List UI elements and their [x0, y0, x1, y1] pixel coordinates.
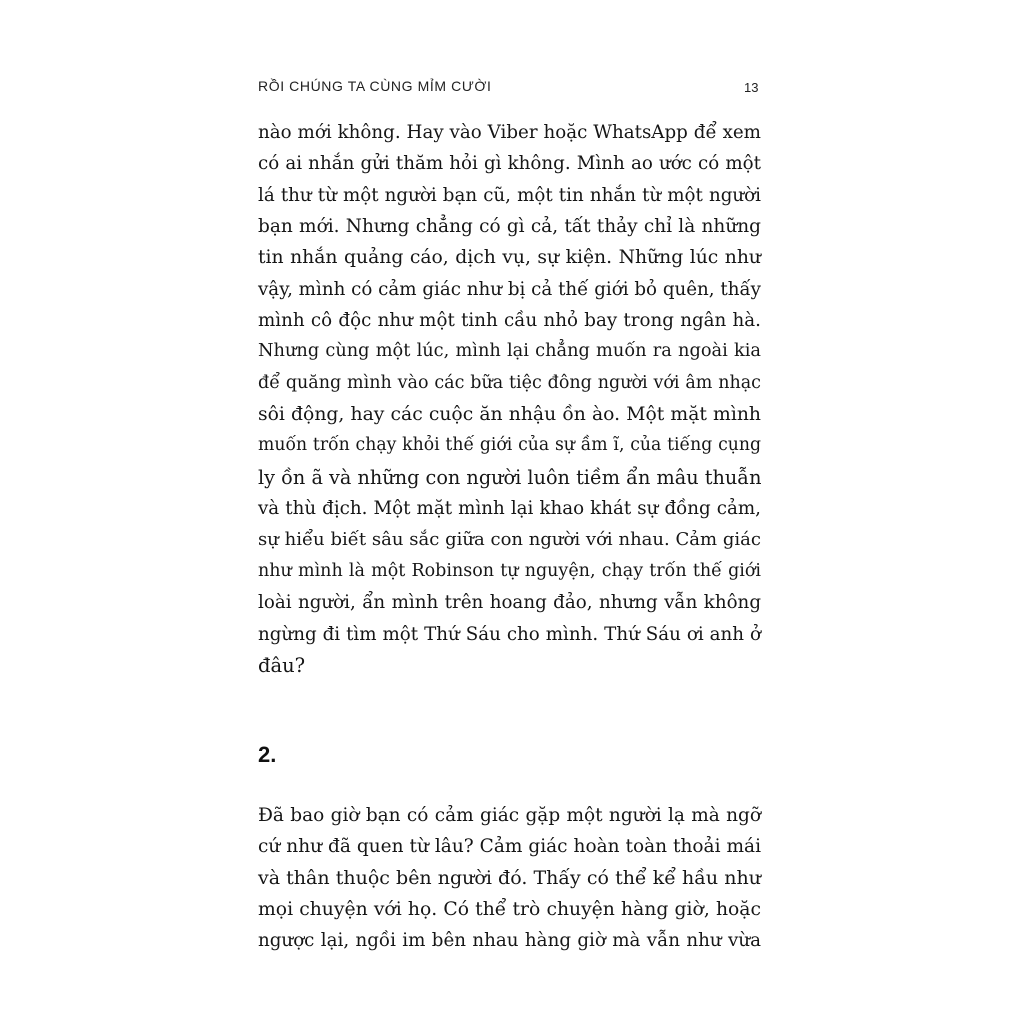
running-head-title: RỒI CHÚNG TA CÙNG MỈM CƯỜI	[258, 78, 492, 94]
text-line: ngừng đi tìm một Thứ Sáu cho mình. Thứ Sáu ơi anh ở	[258, 623, 761, 645]
text-line: đâu?	[258, 653, 306, 677]
text-line: cứ như đã quen từ lâu? Cảm giác hoàn toàn thoải mái	[258, 836, 761, 858]
text-line: ly ồn ã và những con người luôn tiềm ẩn mâu thuẫn	[258, 465, 762, 489]
text-line: Đã bao giờ bạn có cảm giác gặp một người lạ mà ngỡ	[258, 805, 761, 826]
page-number: 13	[744, 80, 759, 95]
text-line: mình cô độc như một tinh cầu nhỏ bay trong ngân hà.	[258, 310, 761, 332]
text-line: ngược lại, ngồi im bên nhau hàng giờ mà vẫn như vừa	[258, 930, 761, 952]
paragraph-1	[258, 117, 761, 681]
text-line: để quăng mình vào các bữa tiệc đông người với âm nhạc	[258, 372, 761, 393]
text-line: Nhưng cùng một lúc, mình lại chẳng muốn ra ngoài kia	[258, 341, 761, 362]
section-number: 2.	[258, 742, 277, 767]
text-line: và thù địch. Một mặt mình lại khao khát sự đồng cảm,	[258, 498, 761, 520]
text-line: và thân thuộc bên người đó. Thấy có thể kể hầu như	[258, 866, 761, 889]
text-line: sôi động, hay các cuộc ăn nhậu ồn ào. Một mặt mình	[258, 404, 761, 426]
text-line: như mình là một Robinson tự nguyện, chạy trốn thế giới	[258, 560, 761, 581]
text-line: nào mới không. Hay vào Viber hoặc WhatsApp để xem	[258, 122, 761, 143]
text-line: mọi chuyện với họ. Có thể trò chuyện hàng giờ, hoặc	[258, 899, 761, 921]
text-line: muốn trốn chạy khỏi thế giới của sự ầm ĩ, của tiếng cụng	[258, 435, 761, 456]
text-line: sự hiểu biết sâu sắc giữa con người với nhau. Cảm giác	[258, 529, 761, 551]
text-line: loài người, ẩn mình trên hoang đảo, nhưng vẫn không	[258, 592, 761, 614]
text-line: bạn mới. Nhưng chẳng có gì cả, tất thảy chỉ là những	[258, 216, 761, 238]
text-line: tin nhắn quảng cáo, dịch vụ, sự kiện. Những lúc như	[258, 247, 761, 269]
text-line: có ai nhắn gửi thăm hỏi gì không. Mình ao ước có một	[258, 153, 761, 175]
paragraph-2	[258, 800, 761, 957]
text-line: lá thư từ một người bạn cũ, một tin nhắn từ một người	[258, 184, 761, 206]
text-line: vậy, mình có cảm giác như bị cả thế giới bỏ quên, thấy	[258, 278, 761, 300]
